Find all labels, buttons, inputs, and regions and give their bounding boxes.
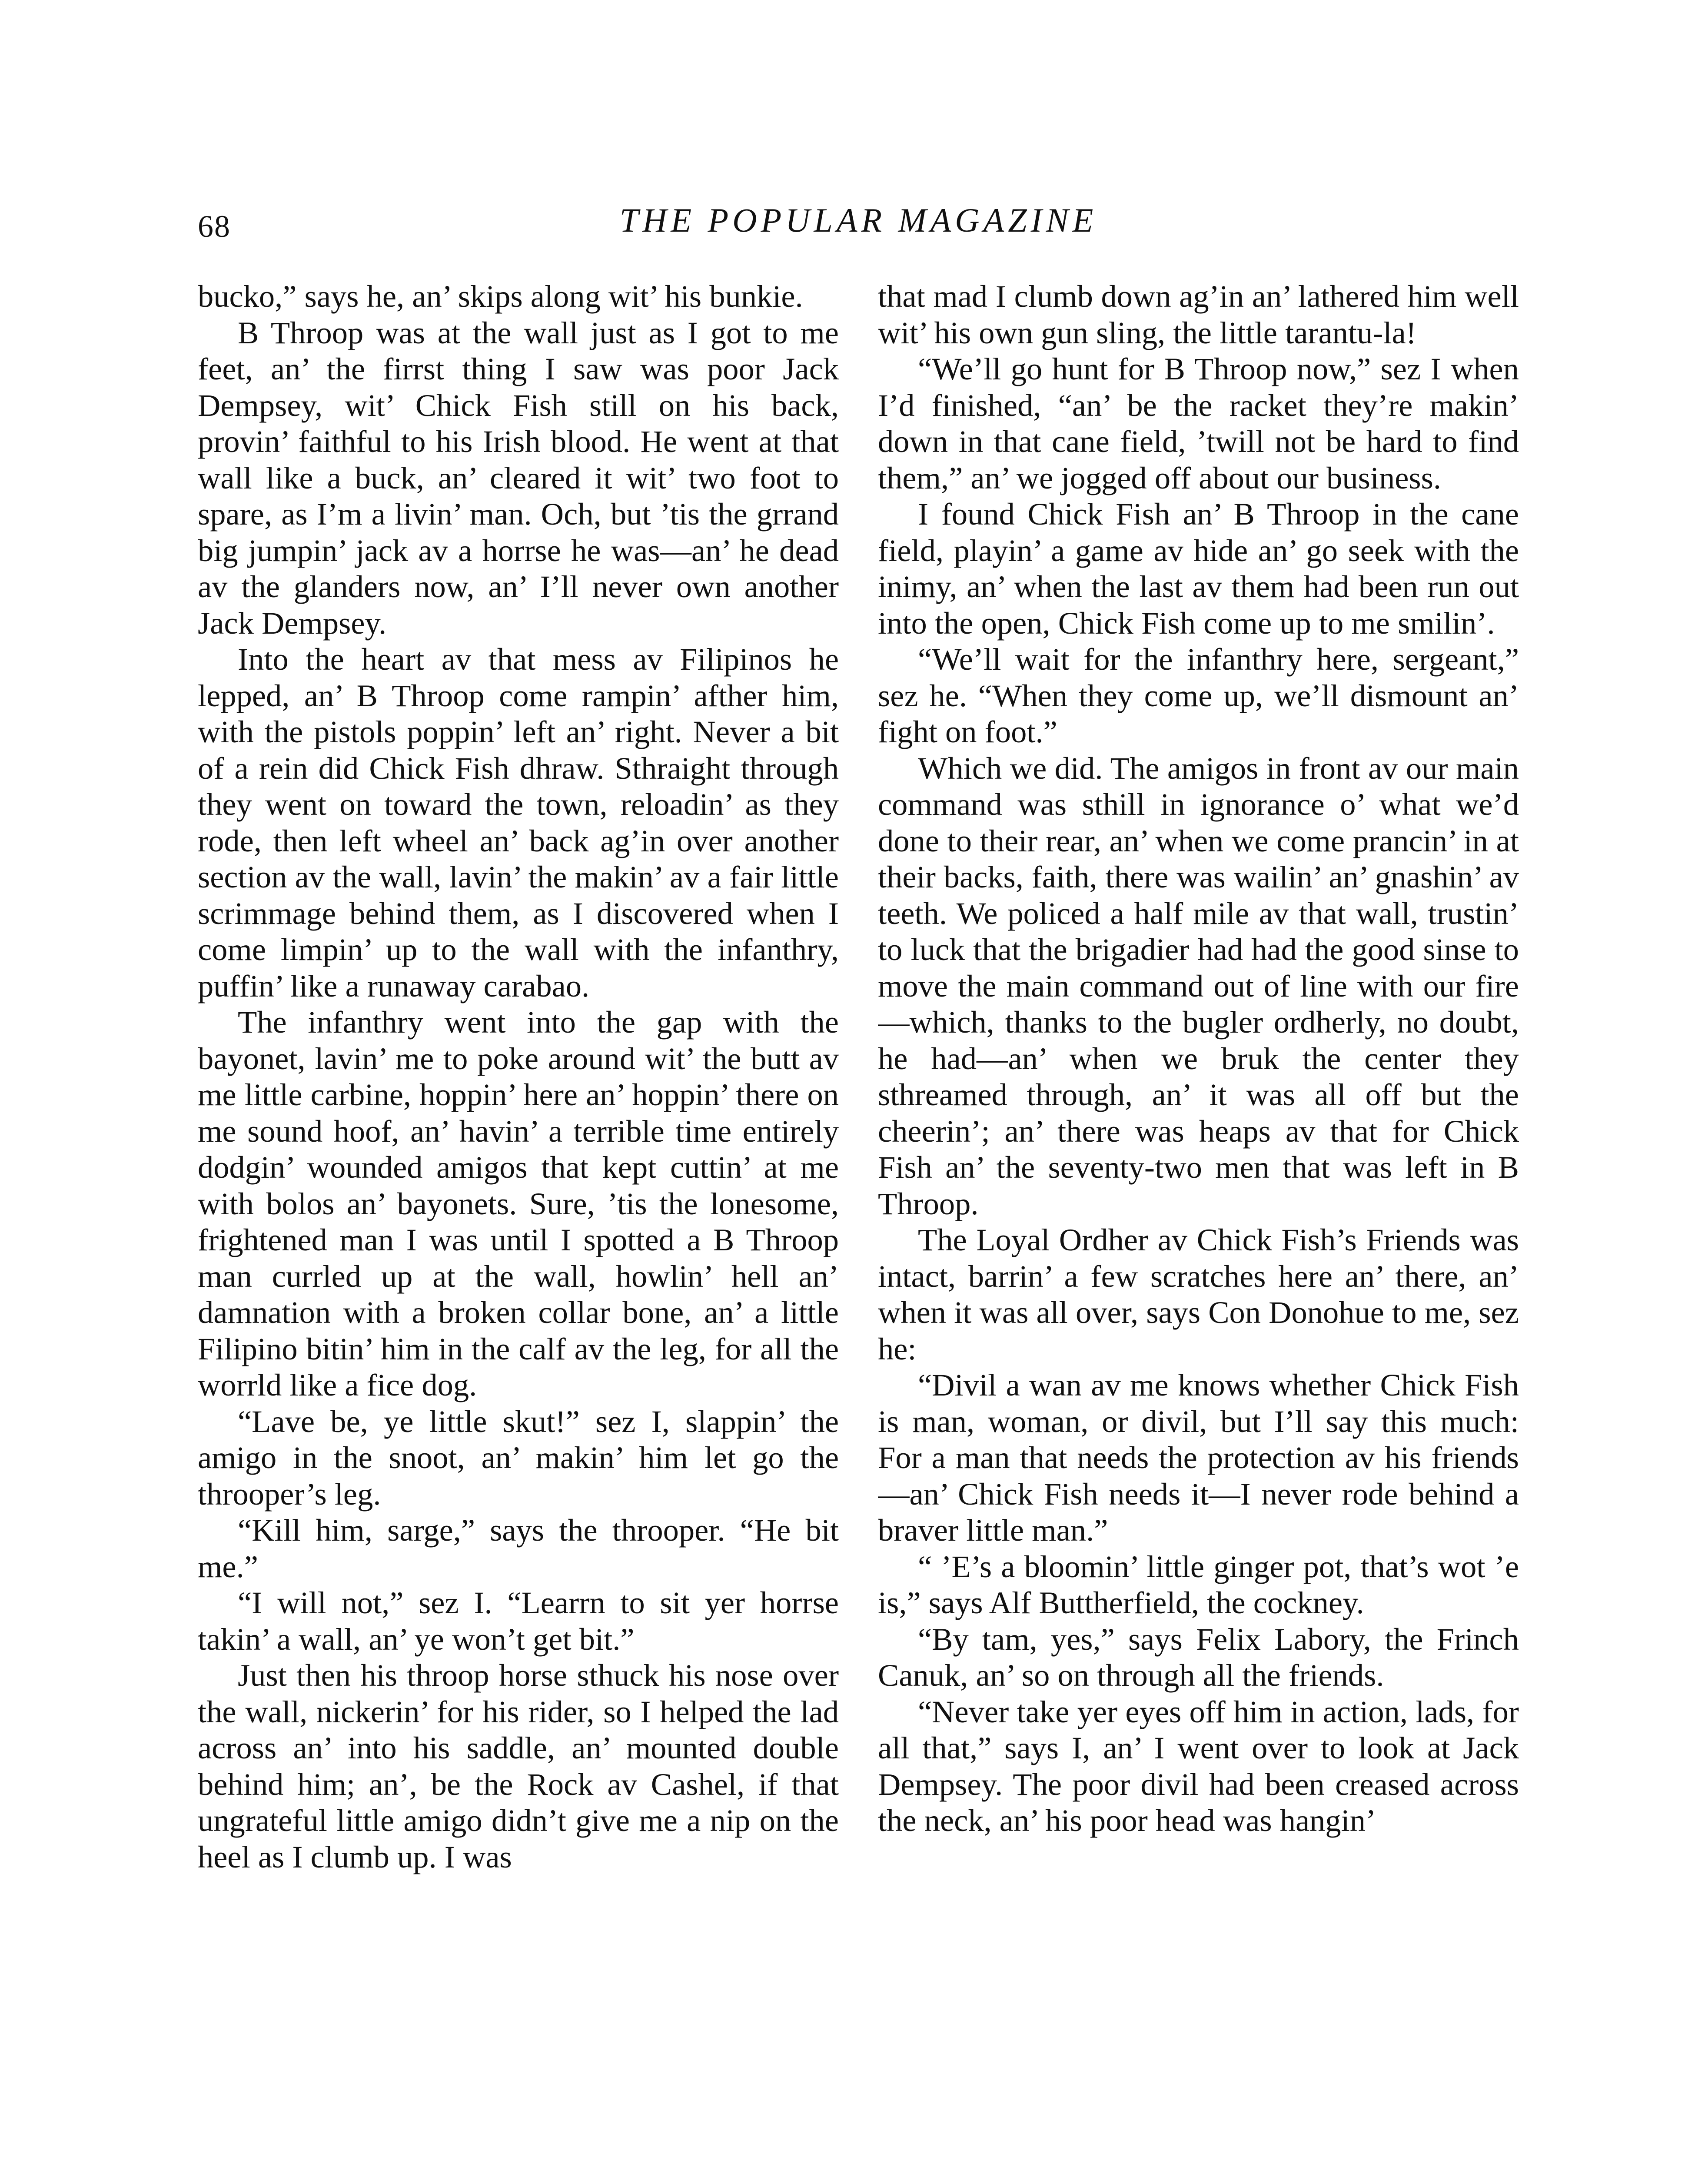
paragraph: “Divil a wan av me knows whether Chick Fish is man, woman, or divil, but I’ll say this much: For a man that needs the protection av his friends—an’ Chick Fish needs it—I never rode behind a braver little man.” xyxy=(878,1367,1519,1548)
right-column xyxy=(878,278,1519,2173)
paragraph: “ ’E’s a bloomin’ little ginger pot, that’s wot ’e is,” says Alf Buttherfield, the cockney. xyxy=(878,1548,1519,1620)
paragraph: The infanthry went into the gap with the bayonet, lavin’ me to poke around wit’ the butt av me little carbine, hoppin’ here an’ hoppin’ there on me sound hoof, an’ havin’ a terrible time entirely dodgin’ wounded amigos that kept cuttin’ at me with bolos an’ bayonets. Sure, ’tis the lonesome, frightened man I was until I spotted a B Throop man currled up at the wall, howlin’ hell an’ damnation with a broken collar bone, an’ a little Filipino bitin’ him in the calf av the leg, for all the worrld like a fice dog. xyxy=(198,1004,839,1402)
paragraph: “We’ll wait for the infanthry here, sergeant,” sez he. “When they come up, we’ll dismount an’ fight on foot.” xyxy=(878,641,1519,749)
left-column xyxy=(198,278,839,2173)
text-columns xyxy=(198,278,1519,2173)
paragraph: Into the heart av that mess av Filipinos he lepped, an’ B Throop come rampin’ afther him, with the pistols poppin’ left an’ right. Never a bit of a rein did Chick Fish dhraw. Sthraight through they went on toward the town, reloadin’ as they rode, then left wheel an’ back ag’in over another section av the wall, lavin’ the makin’ av a fair little scrimmage behind them, as I discovered when I come limpin’ up to the wall with the infanthry, puffin’ like a runaway carabao. xyxy=(198,641,839,1003)
page-number: 68 xyxy=(198,209,231,244)
paragraph: that mad I clumb down ag’in an’ lathered him well wit’ his own gun sling, the little tarantu-la! xyxy=(878,279,1519,350)
paragraph: I found Chick Fish an’ B Throop in the cane field, playin’ a game av hide an’ go seek with the inimy, an’ when the last av them had been run out into the open, Chick Fish come up to me smilin’. xyxy=(878,496,1519,641)
paragraph: bucko,” says he, an’ skips along wit’ his bunkie. xyxy=(198,279,803,314)
paragraph: “Kill him, sarge,” says the throoper. “He bit me.” xyxy=(198,1512,839,1584)
page-header xyxy=(198,201,1519,262)
paragraph: Which we did. The amigos in front av our main command was sthill in ignorance o’ what we’d done to their rear, an’ when we come prancin’ in at their backs, faith, there was wailin’ an’ gnashin’ av teeth. We policed a half mile av that wall, trustin’ to luck that the brigadier had had the good sinse to move the main command out of line with our fire—which, thanks to the bugler ordherly, no doubt, he had—an’ when we bruk the center they sthreamed through, an’ it was all off but the cheerin’; an’ there was heaps av that for Chick Fish an’ the seventy-two men that was left in B Throop. xyxy=(878,750,1519,1221)
paragraph: Just then his throop horse sthuck his nose over the wall, nickerin’ for his rider, so I helped the lad across an’ into his saddle, an’ mounted double behind him; an’, be the Rock av Cashel, if that ungrateful little amigo didn’t give me a nip on the heel as I clumb up. I was xyxy=(198,1658,839,1874)
paragraph: B Throop was at the wall just as I got to me feet, an’ the firrst thing I saw was poor Jack Dempsey, wit’ Chick Fish still on his back, provin’ faithful to his Irish blood. He went at that wall like a buck, an’ cleared it wit’ two foot to spare, as I’m a livin’ man. Och, but ’tis the grrand big jumpin’ jack av a horrse he was—an’ he dead av the glanders now, an’ I’ll never own another Jack Dempsey. xyxy=(198,315,839,641)
paragraph: “Lave be, ye little skut!” sez I, slappin’ the amigo in the snoot, an’ makin’ him let go the throoper’s leg. xyxy=(198,1403,839,1512)
paragraph: “We’ll go hunt for B Throop now,” sez I when I’d finished, “an’ be the racket they’re makin’ down in that cane field, ’twill not be hard to find them,” an’ we jogged off about our business. xyxy=(878,351,1519,495)
paragraph: “By tam, yes,” says Felix Labory, the Frinch Canuk, an’ so on through all the friends. xyxy=(878,1621,1519,1693)
paragraph: “Never take yer eyes off him in action, lads, for all that,” says I, an’ I went over to look at Jack Dempsey. The poor divil had been creased across the neck, an’ his poor head was hangin’ xyxy=(878,1694,1519,1838)
running-title: THE POPULAR MAGAZINE xyxy=(619,201,1097,239)
paragraph: “I will not,” sez I. “Learrn to sit yer horrse takin’ a wall, an’ ye won’t get bit.” xyxy=(198,1585,839,1657)
paragraph: The Loyal Ordher av Chick Fish’s Friends was intact, barrin’ a few scratches here an’ there, an’ when it was all over, says Con Donohue to me, sez he: xyxy=(878,1222,1519,1366)
